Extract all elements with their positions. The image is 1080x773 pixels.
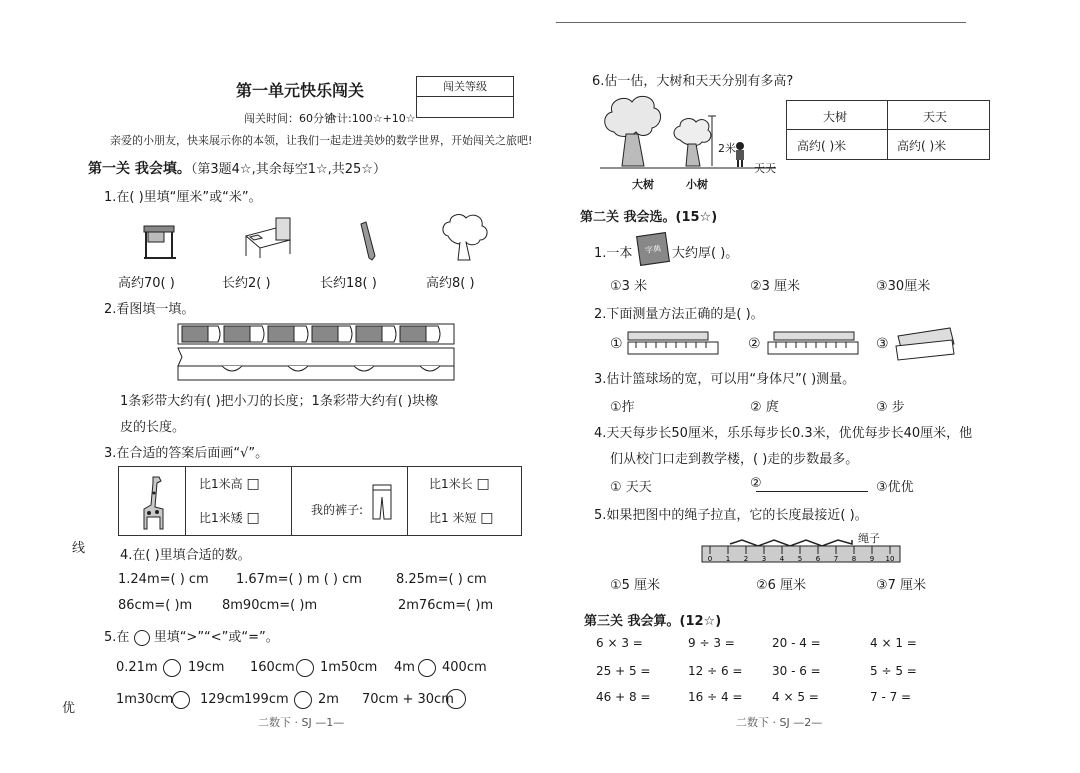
bed-icon (242, 216, 294, 260)
c3-option[interactable]: ③ 步 (876, 400, 905, 415)
calc-problem: 5 ÷ 5 = (870, 664, 917, 678)
q5-item: 160cm (250, 660, 295, 675)
compare-circle[interactable] (418, 659, 436, 677)
margin-char-you: 优 (62, 701, 76, 716)
left-page-footer: 二数下 · SJ —1— (258, 716, 345, 729)
top-rule (556, 22, 966, 23)
grade-box-label: 闯关等级 (417, 77, 513, 97)
c4-option[interactable]: ① 天天 (610, 480, 652, 495)
c4-option[interactable]: ③优优 (876, 480, 914, 495)
margin-char-xian: 线 (72, 541, 86, 556)
q2-text: 2.看图填一填。 (104, 302, 195, 317)
section1-title: 第一关 我会填。 (88, 161, 191, 177)
compare-circle[interactable] (446, 689, 466, 709)
rope-label: 绳子 (858, 532, 880, 545)
q6-label-tiantian: 天天 (754, 162, 776, 175)
answer-blank-line (756, 491, 868, 492)
q5-item: 1m50cm (320, 660, 378, 675)
ruler-tick-label: 7 (833, 555, 839, 563)
q6-cell-tiantian: 高约( )米 (897, 139, 947, 153)
c2-option[interactable]: ① (610, 336, 623, 352)
checkbox[interactable]: □ (246, 510, 260, 526)
compare-circle[interactable] (163, 659, 181, 677)
ruler-measure-icon (626, 330, 722, 358)
calc-problem: 16 ÷ 4 = (688, 690, 743, 704)
ruler-tick-label: 2 (743, 555, 749, 563)
exam-time: 闯关时间：60分钟 (244, 112, 335, 125)
q5-item: 70cm + 30cm (362, 692, 454, 707)
compare-circle-icon (134, 630, 150, 646)
section3-title: 第三关 我会算。(12☆) (584, 614, 722, 629)
q1-label-desk: 高约70( ) (118, 276, 175, 291)
q6-table (786, 100, 990, 160)
q1-text: 1.在( )里填“厘米”或“米”。 (104, 190, 262, 205)
exam-total: 合计:100☆+10☆ (326, 112, 416, 125)
ruler-measure-icon (894, 326, 956, 362)
q6-header-tiantian: 天天 (923, 110, 948, 124)
q6-label-height: 2米 (718, 142, 736, 155)
q3-opt-shorter-len (429, 509, 494, 526)
ruler-tick-label: 6 (815, 555, 821, 563)
calc-problem: 30 - 6 = (772, 664, 821, 678)
giraffe-icon (133, 473, 173, 531)
q4-text: 4.在( )里填合适的数。 (120, 548, 251, 563)
q4-item: 1.67m=( ) m ( ) cm (236, 572, 362, 587)
ruler-tick-label: 0 (707, 555, 713, 563)
desk-icon (140, 220, 180, 260)
c3-text: 3.估计篮球场的宽，可以用“身体尺”( )测量。 (594, 372, 856, 387)
dictionary-icon (636, 232, 670, 266)
c4-line2: 们从校门口走到教学楼，( )走的步数最多。 (610, 452, 859, 467)
c1-text-post: 大约厚( )。 (672, 246, 739, 261)
ruler-tick-label: 5 (797, 555, 803, 563)
q3-pants-label: 我的裤子: (311, 503, 364, 517)
q6-cell-tree: 高约( )米 (797, 139, 847, 153)
compare-circle[interactable] (294, 691, 312, 709)
q5-text-pre: 5.在 (104, 630, 130, 645)
q5-item: 400cm (442, 660, 487, 675)
q5-item: 2m (318, 692, 339, 707)
right-page-footer: 二数下 · SJ —2— (736, 716, 823, 729)
calc-problem: 7 - 7 = (870, 690, 912, 704)
c4-option[interactable]: ② (750, 476, 762, 491)
checkbox[interactable]: □ (246, 476, 260, 492)
calc-problem: 4 × 1 = (870, 636, 917, 650)
tree-icon (438, 210, 490, 262)
q5-item: 0.21m (116, 660, 158, 675)
ruler-tick-label: 1 (725, 555, 731, 563)
q6-label-big-tree: 大树 (632, 178, 654, 191)
c5-option[interactable]: ②6 厘米 (756, 578, 807, 593)
ruler-tick-label: 3 (761, 555, 767, 563)
ruler-tick-label: 9 (869, 555, 875, 563)
q5-item: 1m30cm (116, 692, 174, 707)
q3-table (118, 466, 522, 536)
q3-opt-taller (199, 475, 260, 492)
ruler-tick-label: 8 (851, 555, 857, 563)
q5-text-post: 里填“>”“<”或“=”。 (153, 630, 279, 645)
q3-opt-longer-label: 比1米长 (429, 477, 473, 491)
pencil-icon (358, 222, 378, 262)
q5-item: 4m (394, 660, 415, 675)
calc-problem: 4 × 5 = (772, 690, 819, 704)
c5-option[interactable]: ③7 厘米 (876, 578, 927, 593)
q5-text (104, 626, 279, 646)
c2-option[interactable]: ③ (876, 336, 889, 352)
q6-text: 6.估一估，大树和天天分别有多高? (592, 74, 794, 89)
q3-opt-taller-label: 比1米高 (199, 477, 243, 491)
c4-line1: 4.天天每步长50厘米，乐乐每步长0.3米，优优每步长40厘米，他 (594, 426, 973, 441)
c2-option[interactable]: ② (748, 336, 761, 352)
grade-box (416, 76, 514, 118)
q1-label-bed: 长约2( ) (222, 276, 271, 291)
intro-text: 亲爱的小朋友，快来展示你的本领，让我们一起走进美妙的数学世界，开始闯关之旅吧! (110, 134, 533, 147)
calc-problem: 46 + 8 = (596, 690, 651, 704)
q3-opt-shorter (199, 509, 260, 526)
section1-heading (88, 158, 386, 178)
q6-header-tree: 大树 (823, 110, 848, 124)
q5-item: 129cm (200, 692, 245, 707)
ruler-with-rope-figure (702, 528, 902, 564)
q1-label-tree: 高约8( ) (426, 276, 475, 291)
trees-figure (600, 92, 780, 180)
c5-text: 5.如果把图中的绳子拉直，它的长度最接近( )。 (594, 508, 868, 523)
calc-problem: 20 - 4 = (772, 636, 821, 650)
q5-item: 19cm (188, 660, 225, 675)
c3-option[interactable]: ①拃 (610, 400, 635, 415)
q5-item: 199cm (244, 692, 289, 707)
c5-option[interactable]: ①5 厘米 (610, 578, 661, 593)
c1-option[interactable]: ①3 米 (610, 279, 648, 294)
c2-text: 2.下面测量方法正确的是( )。 (594, 307, 764, 322)
c1-text-pre: 1.一本 (594, 246, 633, 261)
q4-item: 8.25m=( ) cm (396, 572, 487, 587)
q3-opt-shorter-len-label: 比1 米短 (429, 511, 477, 525)
q4-item: 2m76cm=( )m (398, 598, 494, 613)
q4-item: 1.24m=( ) cm (118, 572, 209, 587)
c1-option[interactable]: ②3 厘米 (750, 279, 801, 294)
calc-problem: 6 × 3 = (596, 636, 643, 650)
q6-label-small-tree: 小树 (686, 178, 708, 191)
compare-circle[interactable] (296, 659, 314, 677)
q3-opt-longer (429, 475, 490, 492)
calc-problem: 12 ÷ 6 = (688, 664, 743, 678)
pants-icon (371, 483, 393, 521)
q4-item: 86cm=( )m (118, 598, 193, 613)
ribbon-knife-eraser-figure (178, 322, 456, 382)
ruler-tick-label: 10 (885, 555, 895, 563)
q3-opt-shorter-label: 比1米矮 (199, 511, 243, 525)
c1-option[interactable]: ③30厘米 (876, 279, 931, 294)
q1-label-pencil: 长约18( ) (320, 276, 377, 291)
compare-circle[interactable] (172, 691, 190, 709)
page-title: 第一单元快乐闯关 (236, 81, 365, 100)
c3-option[interactable]: ② 庹 (750, 400, 779, 415)
section1-note: （第3题4☆,其余每空1☆,共25☆） (190, 162, 386, 177)
checkbox[interactable]: □ (480, 510, 494, 526)
q4-item: 8m90cm=( )m (222, 598, 318, 613)
calc-problem: 25 + 5 = (596, 664, 651, 678)
q3-text: 3.在合适的答案后面画“√”。 (104, 446, 269, 461)
calc-problem: 9 ÷ 3 = (688, 636, 735, 650)
ruler-tick-label: 4 (779, 555, 785, 563)
q2-line1: 1条彩带大约有( )把小刀的长度；1条彩带大约有( )块橡 (120, 394, 439, 409)
ruler-measure-icon (766, 330, 862, 358)
q2-line2: 皮的长度。 (120, 420, 186, 435)
section2-title: 第二关 我会选。(15☆) (580, 210, 718, 225)
checkbox[interactable]: □ (476, 476, 490, 492)
dictionary-label: 字典 (644, 243, 662, 256)
